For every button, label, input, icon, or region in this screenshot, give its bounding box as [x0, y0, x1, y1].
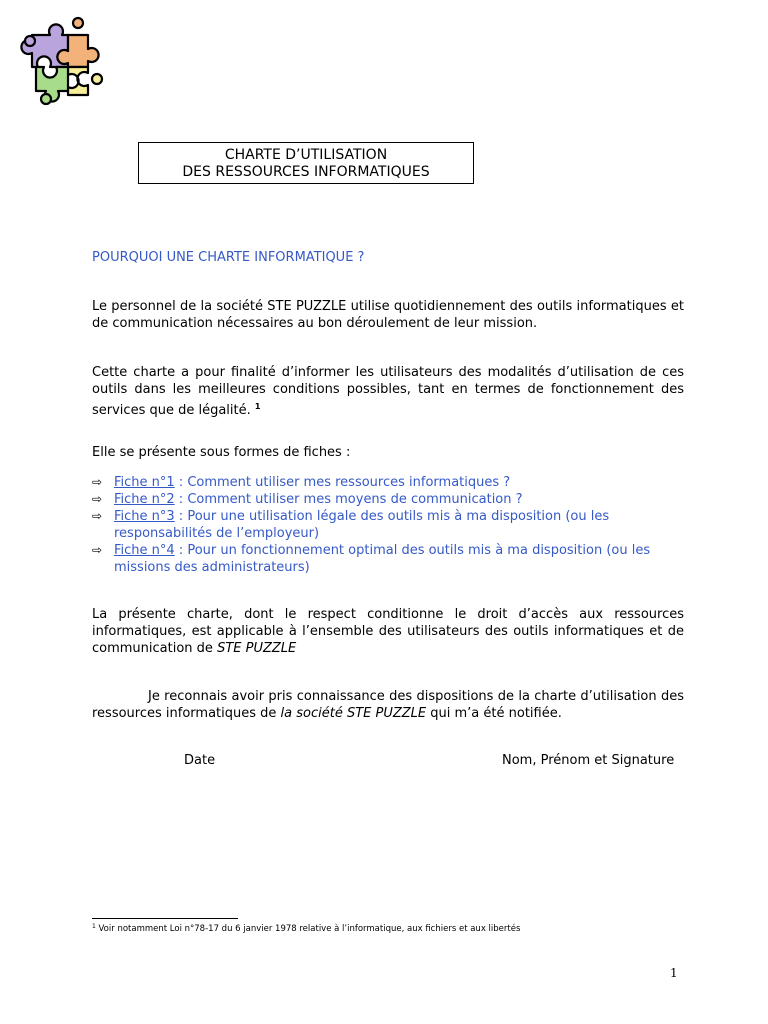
fiche-1-link[interactable]: Fiche n°1: [114, 475, 175, 490]
fiches-list: [92, 474, 692, 576]
footnote-reference[interactable]: 1: [254, 402, 261, 411]
intro-paragraph: Le personnel de la société STE PUZZLE utilise quotidiennement des outils informatiques et de communication nécessaires au bon déroulement de leur mission.: [92, 299, 684, 331]
list-item: [92, 508, 692, 542]
company-name: la société STE PUZZLE: [280, 706, 427, 721]
fiche-2-link[interactable]: Fiche n°2: [114, 492, 175, 507]
date-label: Date: [184, 753, 216, 768]
list-item: [92, 542, 692, 576]
outline-right-arrow-icon: ⇨: [92, 509, 103, 523]
page-number: 1: [670, 966, 678, 980]
list-item: [92, 474, 692, 491]
signature-label: Nom, Prénom et Signature: [502, 753, 675, 768]
acknowledgement-end: qui m’a été notifiée.: [430, 706, 562, 721]
purpose-text: Cette charte a pour finalité d’informer les utilisateurs des modalités d’utilisation de ces outils dans les meilleures conditions possibles, tant en termes de fonctionnement des services que de légalité.: [92, 365, 684, 418]
fiche-2-text: : Comment utiliser mes moyens de communication ?: [174, 492, 523, 507]
scope-paragraph: [92, 606, 684, 657]
acknowledgement-text: Je reconnais avoir pris connaissance des dispositions de la charte d’utilisation des ressources informatiques de: [92, 689, 684, 721]
fiche-4-link[interactable]: Fiche n°4: [114, 543, 175, 558]
outline-right-arrow-icon: ⇨: [92, 475, 103, 489]
acknowledgement-paragraph: [92, 688, 684, 722]
footnote-divider: [92, 918, 238, 919]
company-name: STE PUZZLE: [217, 641, 297, 656]
document-title: [138, 142, 474, 184]
fiches-intro: Elle se présente sous formes de fiches :: [92, 445, 351, 460]
scope-text: La présente charte, dont le respect conditionne le droit d’accès aux ressources informatiques, est applicable à l’ensemble des utilisateurs des outils informatiques et de communication de: [92, 607, 684, 656]
section-heading: POURQUOI UNE CHARTE INFORMATIQUE ?: [92, 250, 365, 265]
puzzle-logo-icon: [20, 13, 108, 109]
outline-right-arrow-icon: ⇨: [92, 543, 103, 557]
fiche-3-text: : Pour une utilisation légale des outils mis à ma disposition (ou les responsabilités de l’employeur): [114, 509, 610, 541]
fiche-1-text: : Comment utiliser mes ressources informatiques ?: [174, 475, 511, 490]
outline-right-arrow-icon: ⇨: [92, 492, 103, 506]
title-line-2: DES RESSOURCES INFORMATIQUES: [182, 164, 430, 180]
purpose-paragraph: [92, 364, 684, 419]
fiche-4-text: : Pour un fonctionnement optimal des outils mis à ma disposition (ou les missions des administrateurs): [114, 543, 651, 575]
title-line-1: CHARTE D’UTILISATION: [224, 147, 388, 163]
footnote: [92, 923, 520, 934]
list-item: [92, 491, 692, 508]
footnote-text: Voir notamment Loi n°78-17 du 6 janvier 1978 relative à l’informatique, aux fichiers et aux libertés: [98, 924, 521, 934]
fiche-3-link[interactable]: Fiche n°3: [114, 509, 175, 524]
footnote-number: 1: [92, 923, 96, 930]
